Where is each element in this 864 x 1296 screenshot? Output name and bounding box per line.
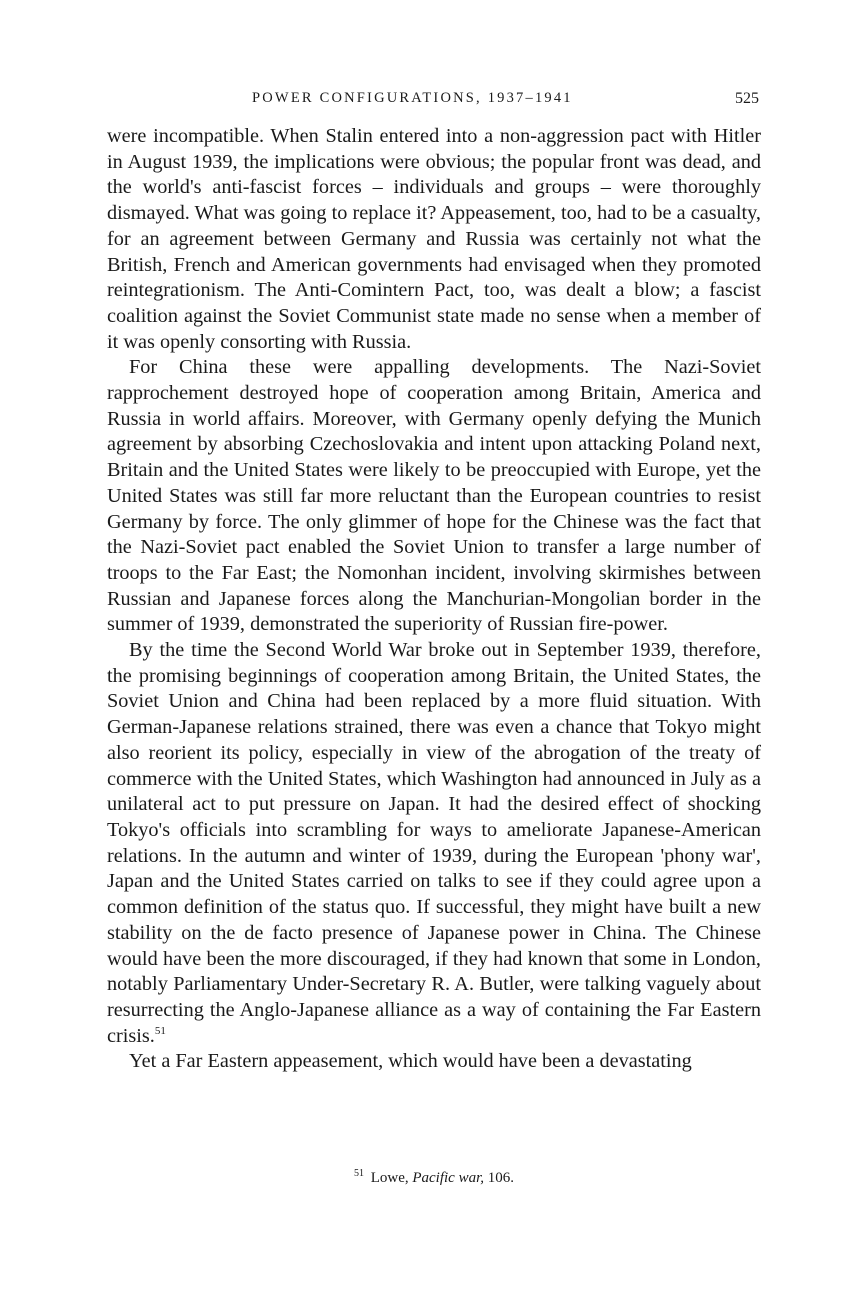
footnote-number: 51 [353,1168,364,1179]
paragraph-1: were incompatible. When Stalin entered into a non-aggression pact with Hitler in August 1939, the implications were obvious; the popular front was dead, and the world's anti-fascist forces – individuals and groups – were thoroughly dismayed. What was going to replace it? Appeasement, too, had to be a casualty, for an agreement between Germany and Russia was certainly not what the British, French and American governments had envisaged when they promoted reintegrationism. The Anti-Comintern Pact, too, was dealt a blow; a fascist coalition against the Soviet Communist state made no sense when a member of it was openly consorting with Russia. [107,125,761,353]
paragraph-4: Yet a Far Eastern appeasement, which would have been a devastating [129,1050,692,1073]
footnote [107,1170,761,1187]
body-text [107,124,761,1075]
running-title: POWER CONFIGURATIONS, 1937–1941 [252,90,573,106]
footnote-author: Lowe, [370,1170,409,1186]
footnote-page: 106. [487,1170,515,1186]
running-head [107,90,761,114]
paragraph-3 [107,638,761,1049]
paragraph-3-text: By the time the Second World War broke out in September 1939, therefore, the promising beginnings of cooperation among Britain, the United States, the Soviet Union and China had been replaced by a more fluid situation. With German-Japanese relations strained, there was even a chance that Tokyo might also reorient its policy, especially in view of the abrogation of the treaty of commerce with the United States, which Washington had announced in July as a unilateral act to put pressure on Japan. It had the desired effect of shocking Tokyo's officials into scrambling for ways to ameliorate Japanese-American relations. In the autumn and winter of 1939, during the European 'phony war', Japan and the United States carried on talks to see if they could agree upon a common definition of the status quo. If successful, they might have built a new stability on the de facto presence of Japanese power in China. The Chinese would have been the more discouraged, if they had known that some in London, notably Parliamentary Under-Secretary R. A. Butler, were talking vaguely about resurrecting the Anglo-Japanese alliance as a way of containing the Far Eastern crisis. [107,639,761,1047]
paragraph-2: For China these were appalling developments. The Nazi-Soviet rapprochement destroyed hope of cooperation among Britain, America and Russia in world affairs. Moreover, with Germany openly defying the Munich agreement by absorbing Czechoslovakia and intent upon attacking Poland next, Britain and the United States were likely to be preoccupied with Europe, yet the United States was still far more reluctant than the European countries to resist Germany by force. The only glimmer of hope for the Chinese was the fact that the Nazi-Soviet pact enabled the Soviet Union to transfer a large number of troops to the Far East; the Nomonhan incident, involving skirmishes between Russian and Japanese forces along the Manchurian-Mongolian border in the summer of 1939, demonstrated the superiority of Russian fire-power. [107,356,761,636]
page-number: 525 [735,90,759,107]
footnote-reference: 51 [154,1024,166,1037]
footnote-title: Pacific war, [412,1170,485,1186]
